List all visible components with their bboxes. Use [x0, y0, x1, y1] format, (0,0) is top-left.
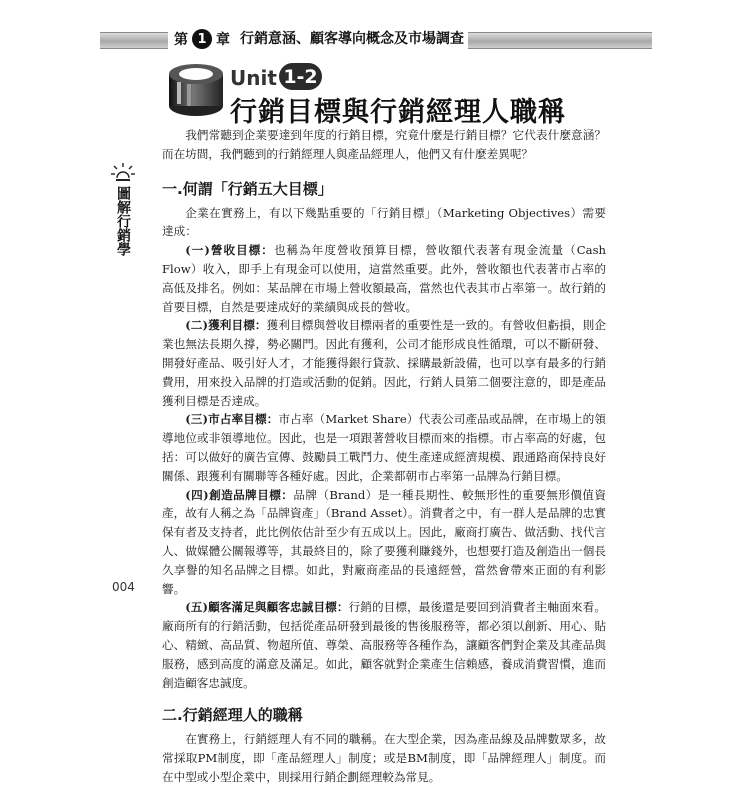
- unit-label: Unit: [230, 66, 277, 90]
- chapter-label: [168, 28, 236, 50]
- chapter-prefix: 第: [174, 32, 188, 48]
- section-heading-1: 一.何謂「行銷五大目標」: [162, 179, 333, 198]
- objective-text: 獲利目標與營收目標兩者的重要性是一致的。有營收但虧損，則企業也無法長期久撐，勢必關門。因此有獲利，公司才能形成良性循環，可以不斷研發、開發好產品、吸引好人才，才能獲得銀行貸款、採購最新設備，也可以享有最多的行銷費用，用來投入品牌的打造或活動的促銷。因此，行銷人員第二個要注意的，即是產品獲利目標是否達成。: [162, 318, 606, 408]
- objective-term: (一)營收目標：: [185, 243, 274, 258]
- objective-term: (四)創造品牌目標：: [185, 487, 294, 502]
- objective-term: (三)市占率目標：: [185, 412, 279, 427]
- intro-paragraph: 我們常聽到企業要達到年度的行銷目標，究竟什麼是行銷目標？它代表什麼意涵？而在坊間，我們聽到的行銷經理人與產品經理人，他們又有什麼差異呢？: [162, 128, 606, 161]
- chapter-number-badge: 1: [192, 29, 212, 49]
- page-body: [162, 126, 606, 787]
- objective-item-5: [162, 598, 606, 692]
- unit-title: 行銷目標與行銷經理人職稱: [230, 97, 566, 128]
- objective-item-4: [162, 486, 606, 599]
- section1-lead: 企業在實務上，有以下幾點重要的「行銷目標」（Marketing Objectives）需要達成：: [162, 205, 606, 239]
- chapter-suffix: 章: [216, 32, 230, 48]
- objective-text: 行銷的目標，最後還是要回到消費者主軸面來看。廠商所有的行銷活動，包括從產品研發到最後的售後服務等，都必須以創新、用心、貼心、精緻、高品質、物超所值、尊榮、高服務等各種作為，讓顧客們對企業及其產品與服務，感到高度的滿意及滿足。如此，顧客就對企業產生信賴感，養成消費習慣，進而創造顧客忠誠度。: [162, 600, 606, 690]
- unit-number-badge: 1-2: [279, 63, 322, 90]
- objective-text: 市占率（Market Share）代表公司產品或品牌，在市場上的領導地位或非領導地位。因此，也是一項跟著營收目標而來的指標。市占率高的好處，包括：可以做好的廣告宣傳、鼓勵員工戰鬥力、使生產達成經濟規模、跟通路商保持良好關係、跟獲利有關聯等各種好處。因此，企業都朝市占率第一品牌為行銷目標。: [162, 412, 606, 483]
- objective-item-2: [162, 316, 606, 410]
- objective-term: (五)顧客滿足與顧客忠誠目標：: [185, 600, 349, 615]
- section2-paragraph: 在實務上，行銷經理人有不同的職稱。在大型企業，因為產品線及品牌數眾多，故常採取PM制度，即「產品經理人」制度；或是BM制度，即「品牌經理人」制度。而在中型或小型企業中，則採用行銷企劃經理較為常見。: [162, 732, 606, 784]
- book-title-vertical: 圖解行銷學: [115, 186, 131, 256]
- unit-ring-icon: [166, 62, 226, 120]
- lightbulb-icon: [110, 162, 136, 184]
- objective-text: 品牌（Brand）是一種長期性、較無形性的重要無形價值資產，故有人稱之為「品牌資產」（Brand Asset）。消費者之中，有一群人是品牌的忠實保有者及支持者，此比例依估計至少有五成以上。因此，廠商打廣告、做活動、找代言人、做媒體公關報導等，其最終目的，除了要獲利賺錢外，也想要打造及創造出一個長久享譽的知名品牌之目標。如此，對廠商產品的長遠經營，當然會帶來正面的有利影響。: [162, 487, 606, 596]
- objective-item-3: [162, 410, 606, 485]
- section-heading-2: 二.行銷經理人的職稱: [162, 706, 303, 725]
- objective-term: (二)獲利目標：: [185, 318, 267, 333]
- chapter-title: 行銷意涵、顧客導向概念及市場調查: [236, 28, 468, 50]
- page-number: 004: [112, 580, 135, 594]
- objective-text: 也稱為年度營收預算目標，營收額代表著有現金流量（Cash Flow）收入，即手上有現金可以使用，這當然重要。此外，營收額也代表著市占率的高低及排名。例如：某品牌在市場上營收額最高，當然也代表其市占率第一。故行銷的首要目標，自然是要達成好的業績與成長的營收。: [162, 243, 606, 314]
- objective-item-1: [162, 241, 606, 316]
